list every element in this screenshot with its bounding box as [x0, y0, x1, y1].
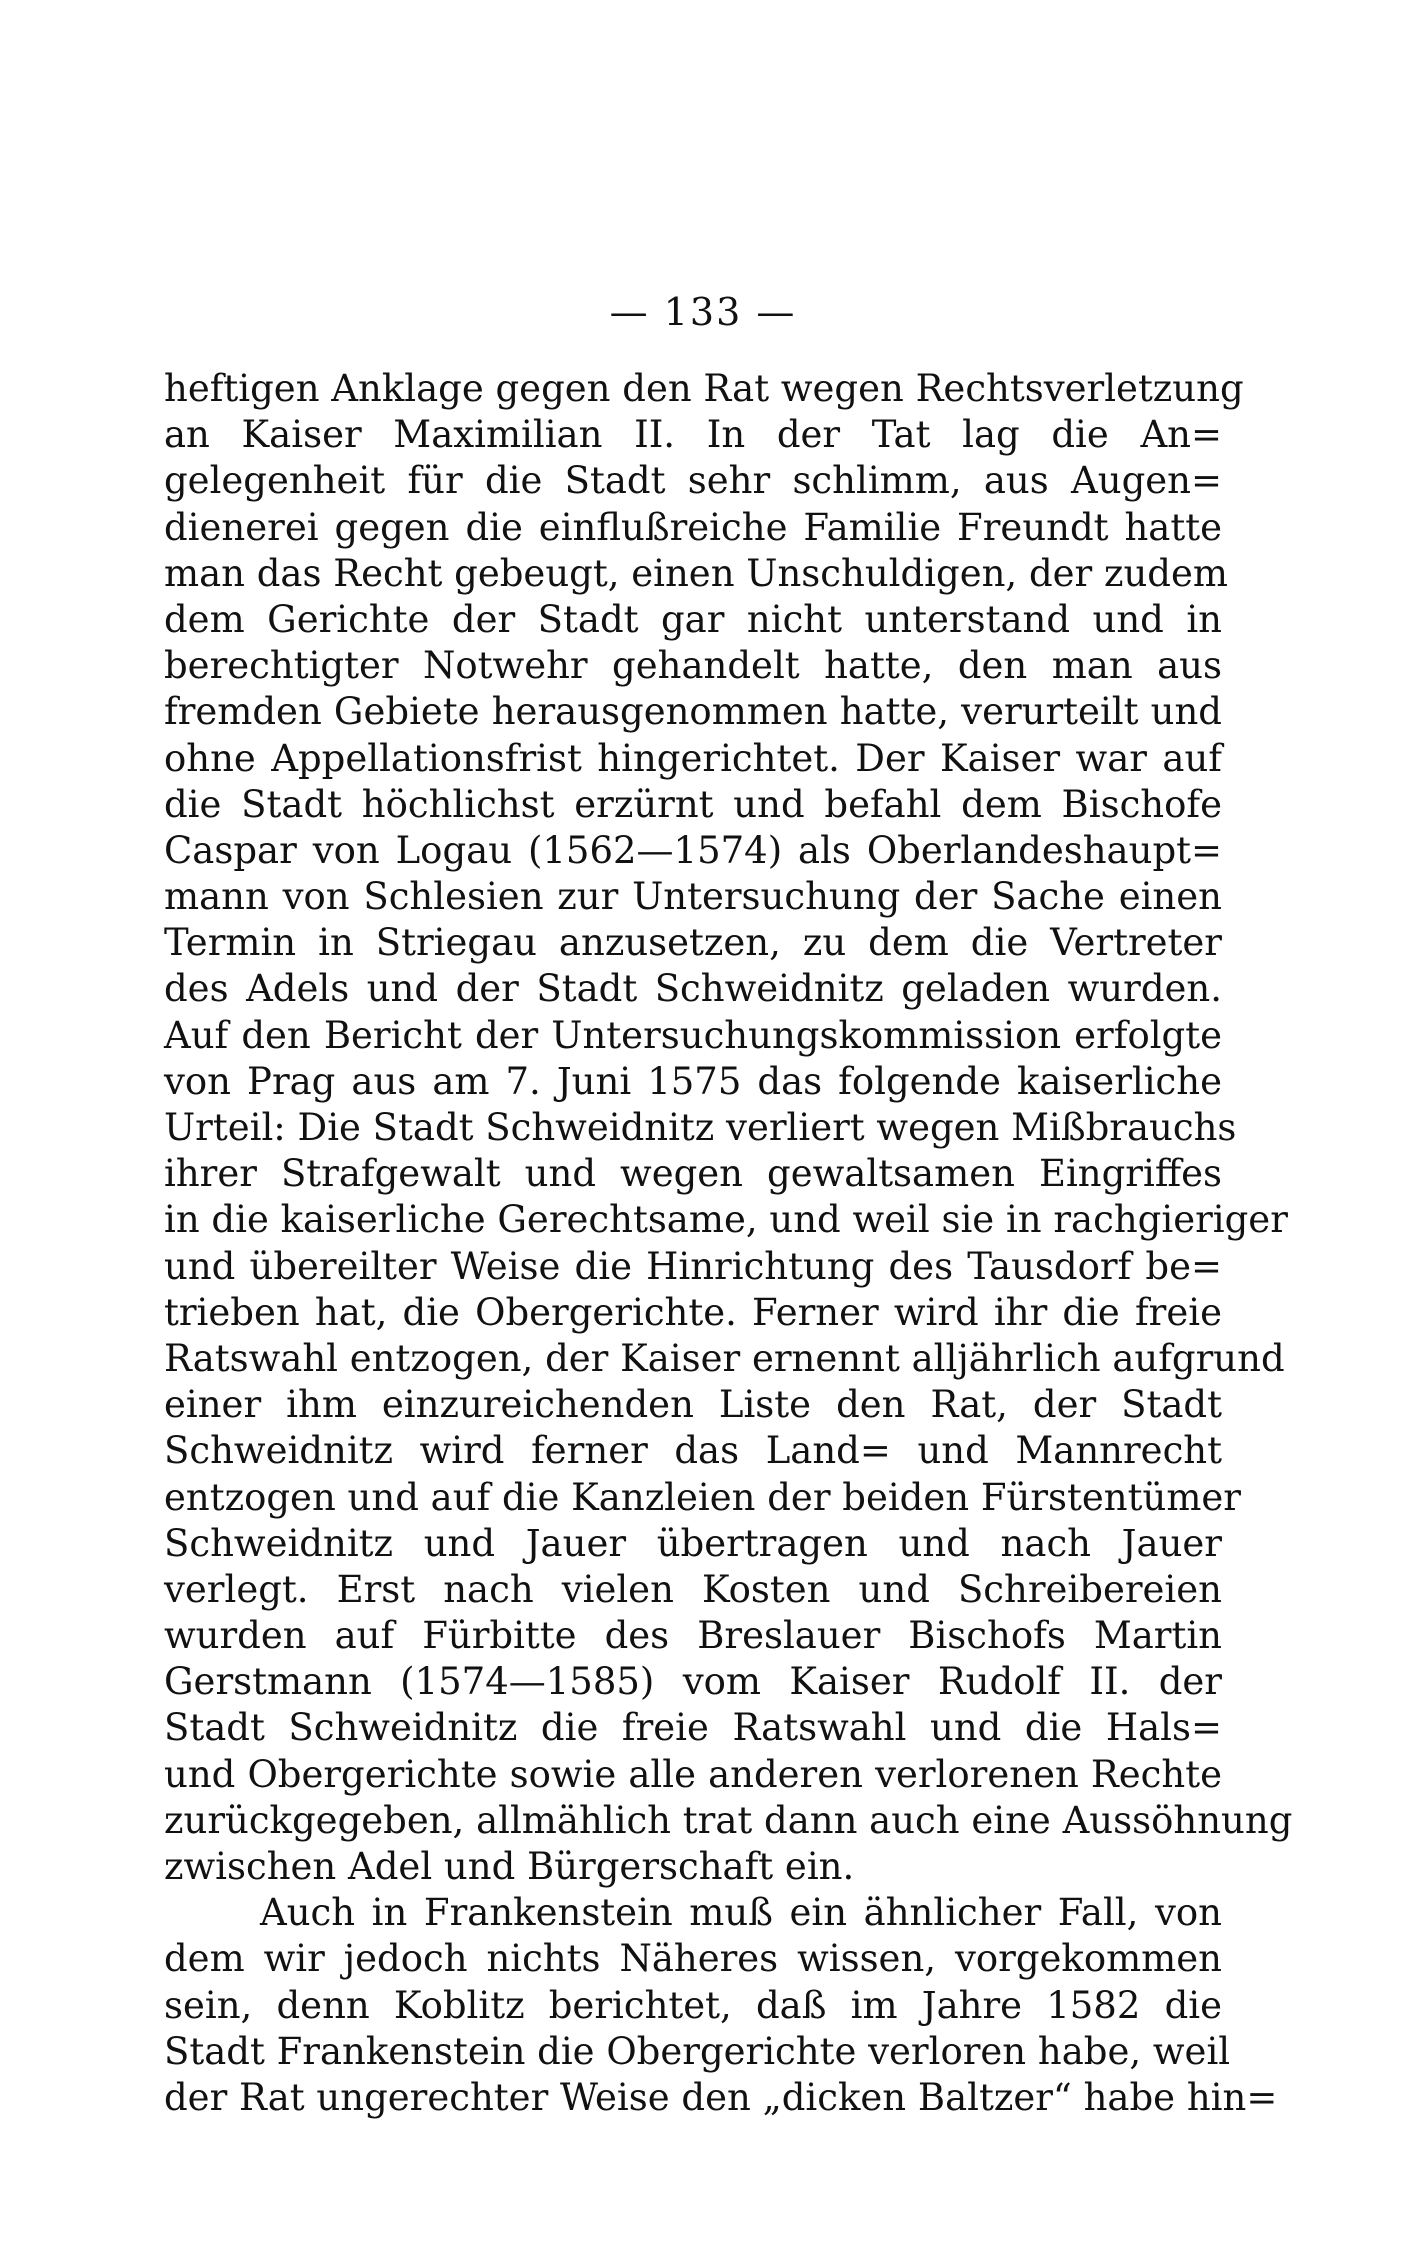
- text-line: trieben hat, die Obergerichte. Ferner wird ihr die freie: [164, 1290, 1222, 1334]
- text-line: dem Gerichte der Stadt gar nicht unterstand und in: [164, 597, 1222, 641]
- text-line: dienerei gegen die einflußreiche Familie Freundt hatte: [164, 505, 1222, 549]
- text-line: einer ihm einzureichenden Liste den Rat, der Stadt: [164, 1383, 1222, 1427]
- text-line: zurückgegeben, allmählich trat dann auch eine Aussöhnung: [164, 1798, 1293, 1842]
- text-line: ohne Appellationsfrist hingerichtet. Der Kaiser war auf: [164, 736, 1222, 780]
- text-line: entzogen und auf die Kanzleien der beiden Fürstentümer: [164, 1475, 1241, 1519]
- text-line: von Prag aus am 7. Juni 1575 das folgende kaiserliche: [164, 1059, 1222, 1103]
- body-text: [164, 366, 1293, 2121]
- text-line: sein, denn Koblitz berichtet, daß im Jahre 1582 die: [164, 1983, 1222, 2027]
- text-line: in die kaiserliche Gerechtsame, und weil sie in rachgieriger: [164, 1198, 1288, 1242]
- text-line: Termin in Striegau anzusetzen, zu dem die Vertreter: [164, 921, 1222, 965]
- text-line: heftigen Anklage gegen den Rat wegen Rechtsverletzung: [164, 367, 1244, 410]
- page-number: — 133 —: [609, 290, 797, 334]
- text-line: Caspar von Logau (1562—1574) als Oberlandeshaupt=: [164, 828, 1222, 872]
- text-line: man das Recht gebeugt, einen Unschuldigen, der zudem: [164, 551, 1228, 595]
- text-line: Stadt Frankenstein die Obergerichte verloren habe, weil: [164, 2029, 1231, 2073]
- text-line: ihrer Strafgewalt und wegen gewaltsamen Eingriffes: [164, 1152, 1222, 1196]
- text-line: und übereilter Weise die Hinrichtung des Tausdorf be=: [164, 1244, 1222, 1288]
- paragraph-end-line: zwischen Adel und Bürgerschaft ein.: [164, 1845, 855, 1888]
- text-line: die Stadt höchlichst erzürnt und befahl dem Bischofe: [164, 782, 1222, 826]
- text-line: des Adels und der Stadt Schweidnitz geladen wurden.: [164, 967, 1222, 1011]
- text-line: Stadt Schweidnitz die freie Ratswahl und die Hals=: [164, 1706, 1222, 1750]
- paragraph-start-line: Auch in Frankenstein muß ein ähnlicher Fall, von: [260, 1891, 1222, 1935]
- text-line: Urteil: Die Stadt Schweidnitz verliert wegen Mißbrauchs: [164, 1106, 1237, 1149]
- text-line: verlegt. Erst nach vielen Kosten und Schreibereien: [164, 1567, 1222, 1611]
- text-line: an Kaiser Maximilian II. In der Tat lag die An=: [164, 413, 1222, 457]
- text-line: wurden auf Fürbitte des Breslauer Bischofs Martin: [164, 1614, 1222, 1658]
- text-line: dem wir jedoch nichts Näheres wissen, vorgekommen: [164, 1937, 1222, 1981]
- text-line: gelegenheit für die Stadt sehr schlimm, aus Augen=: [164, 459, 1222, 503]
- text-line: fremden Gebiete herausgenommen hatte, verurteilt und: [164, 690, 1222, 734]
- text-line: Schweidnitz wird ferner das Land= und Mannrecht: [164, 1429, 1222, 1473]
- text-line: mann von Schlesien zur Untersuchung der Sache einen: [164, 875, 1222, 919]
- text-line: berechtigter Notwehr gehandelt hatte, den man aus: [164, 644, 1222, 688]
- text-line: Gerstmann (1574—1585) vom Kaiser Rudolf II. der: [164, 1660, 1222, 1704]
- text-line: der Rat ungerechter Weise den „dicken Baltzer“ habe hin=: [164, 2075, 1278, 2119]
- text-line: Auf den Bericht der Untersuchungskommission erfolgte: [164, 1013, 1222, 1057]
- text-line: und Obergerichte sowie alle anderen verlorenen Rechte: [164, 1752, 1222, 1796]
- text-line: Ratswahl entzogen, der Kaiser ernennt alljährlich aufgrund: [164, 1336, 1285, 1380]
- text-line: Schweidnitz und Jauer übertragen und nach Jauer: [164, 1521, 1222, 1565]
